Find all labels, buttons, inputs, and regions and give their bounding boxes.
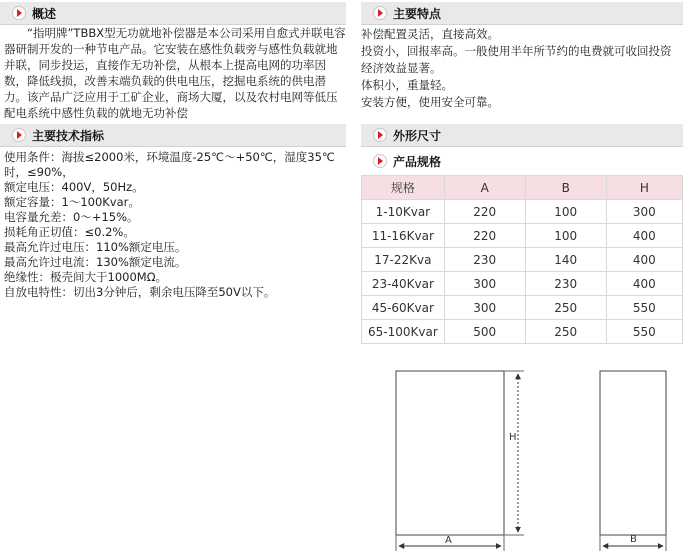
spec-item: 额定电压：400V，50Hz。 (4, 180, 144, 194)
table-cell: 220 (444, 200, 525, 224)
table-cell: 100 (525, 200, 606, 224)
models-title: 产品规格 (393, 154, 442, 169)
table-cell: 300 (444, 272, 525, 296)
depth-b-label: B (630, 534, 637, 545)
spec-item: 最高允许过电流：130%额定电流。 (4, 255, 187, 269)
table-cell: 1-10Kvar (362, 200, 445, 224)
feature-item: 补偿配置灵活，直接高效。 (361, 27, 499, 41)
feature-item: 安装方便，使用安全可靠。 (361, 95, 499, 109)
table-cell: 140 (525, 248, 606, 272)
spec-item: 绝缘性：极壳间大于1000MΩ。 (4, 270, 167, 284)
spec-item: 损耗角正切值：≤0.2%。 (4, 225, 135, 239)
table-cell: 400 (606, 272, 682, 296)
spec-item: 额定容量：1～100Kvar。 (4, 195, 140, 209)
table-cell: 45-60Kvar (362, 296, 445, 320)
height-label: H (509, 432, 517, 443)
table-cell: 500 (444, 320, 525, 344)
overview-text: “指明牌”TBBX型无功就地补偿器是本公司采用自愈式并联电容器研制开发的一种节电产品。它安装在感性负载旁与感性负载就地并联，同步投运，直接作无功补偿，从根本上提高电网的功率因数，降低线损，改善末端负载的供电电压，挖掘电系统的供电潜力。该产品广泛应用于工矿企业，商场大厦，以及农村电网等低压配电系统中感性负载的就地无功补偿 (4, 26, 346, 120)
column-header: B (525, 176, 606, 200)
column-header: A (444, 176, 525, 200)
specs-title: 主要技术指标 (32, 128, 105, 143)
table-cell: 230 (525, 272, 606, 296)
spec-item: 使用条件：海拔≤2000米，环境温度-25℃～+50℃，湿度35℃ (4, 150, 335, 164)
column-header: H (606, 176, 682, 200)
table-cell: 100 (525, 224, 606, 248)
table-cell: 550 (606, 320, 682, 344)
spec-item: 最高允许过电压：110%额定电压。 (4, 240, 187, 254)
dimensions-title: 外形尺寸 (393, 128, 442, 143)
table-cell: 300 (606, 200, 682, 224)
feature-item: 投资小，回报率高。一般使用半年所节约的电费就可收回投资 (361, 44, 672, 58)
spec-item: 自放电特性：切出3分钟后，剩余电压降至50V以下。 (4, 285, 276, 299)
table-cell: 11-16Kvar (362, 224, 445, 248)
spec-item: 时，≤90%， (4, 165, 74, 179)
table-cell: 250 (525, 296, 606, 320)
width-a-label: A (445, 535, 452, 546)
features-title: 主要特点 (393, 6, 442, 21)
feature-item: 体积小，重量轻。 (361, 78, 453, 92)
table-cell: 220 (444, 224, 525, 248)
table-cell: 250 (525, 320, 606, 344)
table-cell: 400 (606, 248, 682, 272)
table-cell: 400 (606, 224, 682, 248)
overview-title: 概述 (32, 6, 57, 21)
side-view-outline (600, 371, 666, 535)
table-cell: 23-40Kvar (362, 272, 445, 296)
feature-item: 经济效益显著。 (361, 61, 442, 75)
table-cell: 17-22Kva (362, 248, 445, 272)
table-cell: 300 (444, 296, 525, 320)
table-cell: 65-100Kvar (362, 320, 445, 344)
table-cell: 550 (606, 296, 682, 320)
table-cell: 230 (444, 248, 525, 272)
column-header: 规格 (362, 176, 445, 200)
spec-item: 电容量允差：0～+15%。 (4, 210, 139, 224)
front-view-outline (396, 371, 504, 535)
